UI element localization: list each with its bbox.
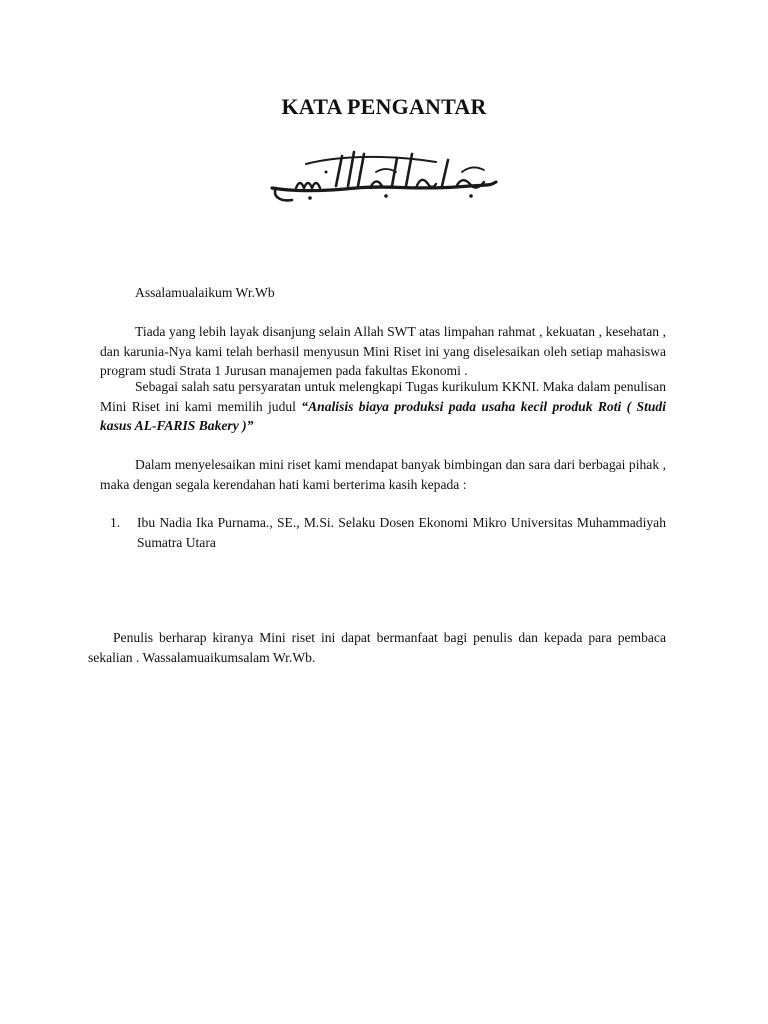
greeting-line: Assalamualaikum Wr.Wb <box>135 285 275 300</box>
page-title: KATA PENGANTAR <box>281 94 487 119</box>
acknowledgement-list <box>100 513 666 552</box>
list-item <box>100 513 666 552</box>
basmala-calligraphy-icon <box>266 142 502 206</box>
paragraph-requirement-text: Sebagai salah satu persyaratan untuk melengkapi Tugas kurikulum KKNI. Maka dalam penulisan Mini Riset ini kami memilih judul <box>100 379 666 414</box>
paragraph-requirement <box>100 377 666 436</box>
paragraph-closing: Penulis berharap kiranya Mini riset ini dapat bermanfaat bagi penulis dan kepada para pembaca sekalian . Wassalamuaikumsalam Wr.Wb. <box>88 630 666 665</box>
paragraph-acknowledgement: Dalam menyelesaikan mini riset kami mendapat banyak bimbingan dan sara dari berbagai pihak , maka dengan segala kerendahan hati kami berterima kasih kepada : <box>100 457 666 492</box>
list-item-number: 1. <box>110 515 121 530</box>
research-title: “Analisis biaya produksi pada usaha kecil produk Roti ( Studi kasus AL-FARIS Bakery )” <box>100 398 666 433</box>
paragraph-opening: Tiada yang lebih layak disanjung selain Allah SWT atas limpahan rahmat , kekuatan , kesehatan , dan karunia-Nya kami telah berhasil menyusun Mini Riset ini yang diselesaikan oleh setiap mahasiswa program studi Strata 1 Jurusan manajemen pada fakultas Ekonomi . <box>100 324 666 378</box>
list-item-text: Ibu Nadia Ika Purnama., SE., M.Si. Selaku Dosen Ekonomi Mikro Universitas Muhammadiyah Sumatra Utara <box>137 515 666 550</box>
